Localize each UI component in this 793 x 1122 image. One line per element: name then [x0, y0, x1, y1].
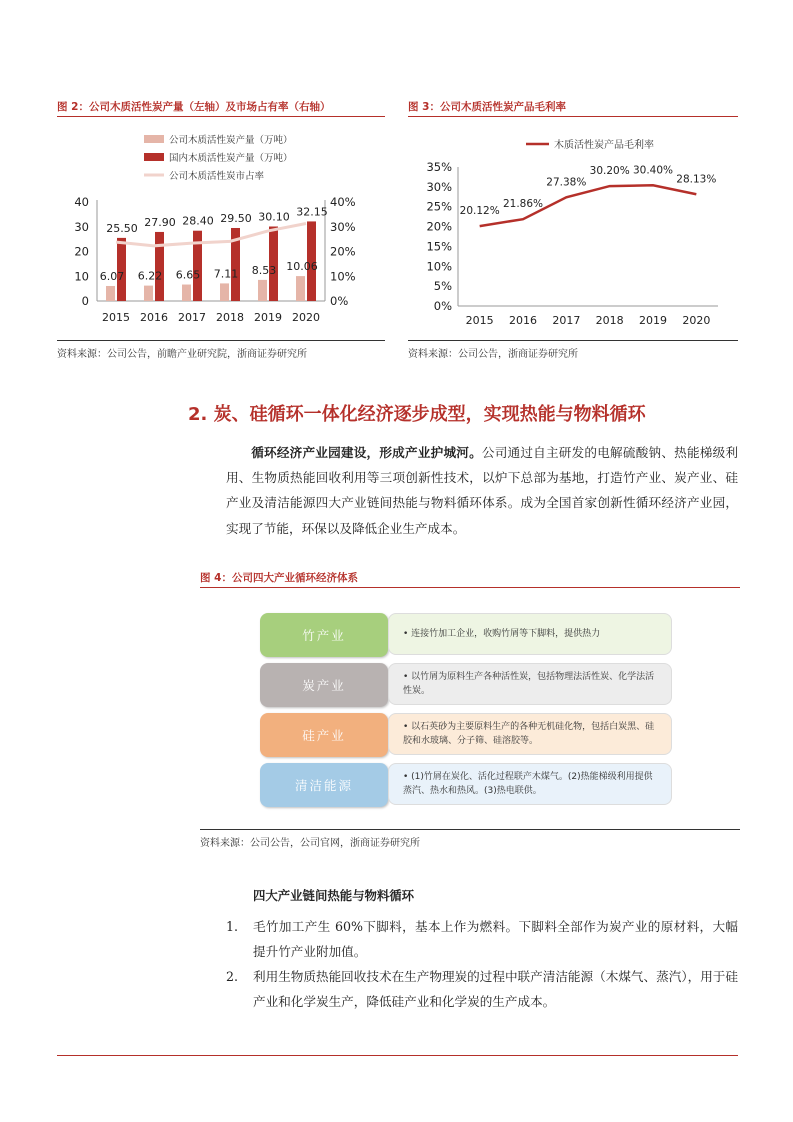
legend-label: 木质活性炭产品毛利率	[554, 140, 654, 151]
bar-domestic-label: 29.50	[220, 211, 252, 225]
point-label: 28.13%	[676, 173, 717, 186]
fig3-bottom-rule	[408, 340, 738, 341]
bar-company	[296, 276, 305, 301]
y-tick-label: 5%	[433, 279, 452, 294]
y-tick-label: 30%	[426, 179, 452, 194]
x-tick-label: 2015	[102, 311, 130, 324]
y2-tick-label: 0%	[330, 294, 349, 308]
legend-label: 公司木质活性炭产量（万吨）	[169, 135, 293, 146]
bar-company-label: 6.65	[175, 268, 201, 282]
x-tick-label: 2016	[509, 314, 537, 327]
x-tick-label: 2020	[682, 314, 711, 327]
y-tick-label: 10%	[426, 259, 452, 274]
y-tick-label: 40	[74, 195, 89, 209]
y-tick-label: 35%	[426, 160, 452, 174]
y-tick-label: 20%	[426, 219, 452, 234]
fig3-chart	[408, 118, 738, 340]
y-tick-label: 0	[81, 294, 89, 308]
x-tick-label: 2017	[178, 311, 206, 324]
industry-row-bamboo	[260, 613, 674, 657]
tag-clean-energy: 清洁能源	[260, 763, 388, 807]
list-item-2-number: 2.	[226, 969, 239, 984]
tag-silicon: 硅产业	[260, 713, 388, 757]
bar-company	[258, 280, 267, 301]
list-item-2-text: 利用生物质热能回收技术在生产物理炭的过程中联产清洁能源（木煤气、蒸汽），用于硅产业和化学炭生产，降低硅产业和化学炭的生产成本。	[253, 969, 738, 1010]
fig4-source: 资料来源：公司公告，公司官网，浙商证券研究所	[200, 838, 420, 849]
desc-silicon: • 以石英砂为主要原料生产的各种无机硅化物，包括白炭黑、硅胶和水玻璃、分子筛、硅溶胶等。	[388, 713, 672, 755]
y-tick-label: 25%	[426, 199, 452, 214]
x-tick-label: 2015	[465, 314, 494, 327]
fig2-top-rule	[57, 116, 385, 117]
fig4-bottom-rule	[200, 829, 740, 830]
industry-row-clean-energy	[260, 763, 674, 807]
y2-tick-label: 40%	[330, 195, 356, 209]
x-tick-label: 2018	[595, 314, 624, 327]
list-heading: 四大产业链间热能与物料循环	[253, 888, 415, 903]
bar-domestic	[155, 232, 164, 301]
tag-bamboo: 竹产业	[260, 613, 388, 657]
fig4-title: 图 4：公司四大产业循环经济体系	[200, 572, 358, 584]
fig2-bottom-rule	[57, 340, 385, 341]
fig4-diagram	[200, 600, 740, 825]
y2-tick-label: 20%	[330, 244, 356, 259]
bar-company-label: 6.22	[137, 269, 163, 283]
bar-company-label: 8.53	[251, 263, 277, 277]
fig3-top-rule	[408, 116, 738, 117]
bar-domestic-label: 25.50	[106, 221, 138, 235]
desc-clean-energy: • (1)竹屑在炭化、活化过程联产木煤气。(2)热能梯级利用提供蒸汽、热水和热风。(3)热电联供。	[388, 763, 672, 805]
fig2-title: 图 2：公司木质活性炭产量（左轴）及市场占有率（右轴）	[57, 101, 331, 113]
bar-company	[182, 285, 191, 301]
x-tick-label: 2016	[140, 311, 168, 324]
y2-tick-label: 30%	[330, 219, 356, 234]
bar-domestic-label: 27.90	[144, 215, 176, 229]
fig2-chart	[57, 118, 387, 340]
legend-label: 国内木质活性炭产量（万吨）	[169, 153, 293, 164]
list-item-1-number: 1.	[226, 919, 239, 934]
legend-swatch	[144, 153, 164, 161]
y2-tick-label: 10%	[330, 269, 356, 284]
bar-company-label: 6.07	[99, 269, 125, 283]
bar-domestic-label: 30.10	[258, 210, 290, 224]
x-tick-label: 2018	[216, 311, 244, 324]
y-tick-label: 0%	[433, 299, 452, 313]
list-item-1	[226, 914, 738, 964]
footer-rule	[57, 1055, 738, 1056]
fig4-top-rule	[200, 587, 740, 588]
bar-company	[106, 286, 115, 301]
list-item-2	[226, 964, 738, 1014]
bar-company-label: 10.06	[286, 260, 318, 274]
bar-company	[144, 286, 153, 301]
y-tick-label: 20	[74, 244, 89, 259]
x-tick-label: 2020	[292, 311, 320, 324]
paragraph-body: 公司通过自主研发的电解硫酸钠、热能梯级利用、生物质热能回收利用等三项创新性技术，以炉下总部为基地，打造竹产业、炭产业、硅产业及清洁能源四大产业链间热能与物料循环体系。成为全国首家创新性循环经济产业园，实现了节能，环保以及降低企业生产成本。	[226, 445, 739, 536]
bar-domestic-label: 32.15	[296, 205, 328, 219]
list-item-1-text: 毛竹加工产生 60%下脚料，基本上作为燃料。下脚料全部作为炭产业的原材料，大幅提升竹产业附加值。	[253, 919, 738, 960]
point-label: 27.38%	[546, 176, 587, 189]
tag-carbon: 炭产业	[260, 663, 388, 707]
industry-row-silicon	[260, 713, 674, 757]
section-paragraph	[226, 440, 738, 541]
x-tick-label: 2019	[639, 314, 667, 327]
desc-bamboo: • 连接竹加工企业，收购竹屑等下脚料，提供热力	[388, 613, 672, 655]
point-label: 30.40%	[632, 164, 674, 177]
y-tick-label: 10	[74, 269, 89, 284]
fig2-source: 资料来源：公司公告，前瞻产业研究院，浙商证券研究所	[57, 349, 307, 360]
fig3-source: 资料来源：公司公告，浙商证券研究所	[408, 349, 578, 360]
bar-company-label: 7.11	[213, 267, 239, 281]
legend-swatch	[144, 135, 164, 143]
bar-company	[220, 283, 229, 301]
desc-carbon: • 以竹屑为原料生产各种活性炭，包括物理法活性炭、化学法活性炭。	[388, 663, 672, 705]
fig3-title: 图 3：公司木质活性炭产品毛利率	[408, 101, 566, 113]
paragraph-lead: 循环经济产业园建设，形成产业护城河。	[251, 445, 482, 460]
legend-label: 公司木质活性炭市占率	[169, 171, 265, 182]
x-tick-label: 2019	[254, 311, 282, 324]
point-label: 21.86%	[502, 198, 544, 211]
point-label: 20.12%	[459, 205, 500, 218]
bar-domestic-label: 28.40	[182, 214, 214, 228]
point-label: 30.20%	[589, 165, 630, 178]
y-tick-label: 15%	[426, 239, 452, 254]
y-tick-label: 30	[74, 219, 89, 234]
section-heading: 2. 炭、硅循环一体化经济逐步成型，实现热能与物料循环	[188, 404, 646, 425]
industry-row-carbon	[260, 663, 674, 707]
x-tick-label: 2017	[552, 314, 581, 327]
